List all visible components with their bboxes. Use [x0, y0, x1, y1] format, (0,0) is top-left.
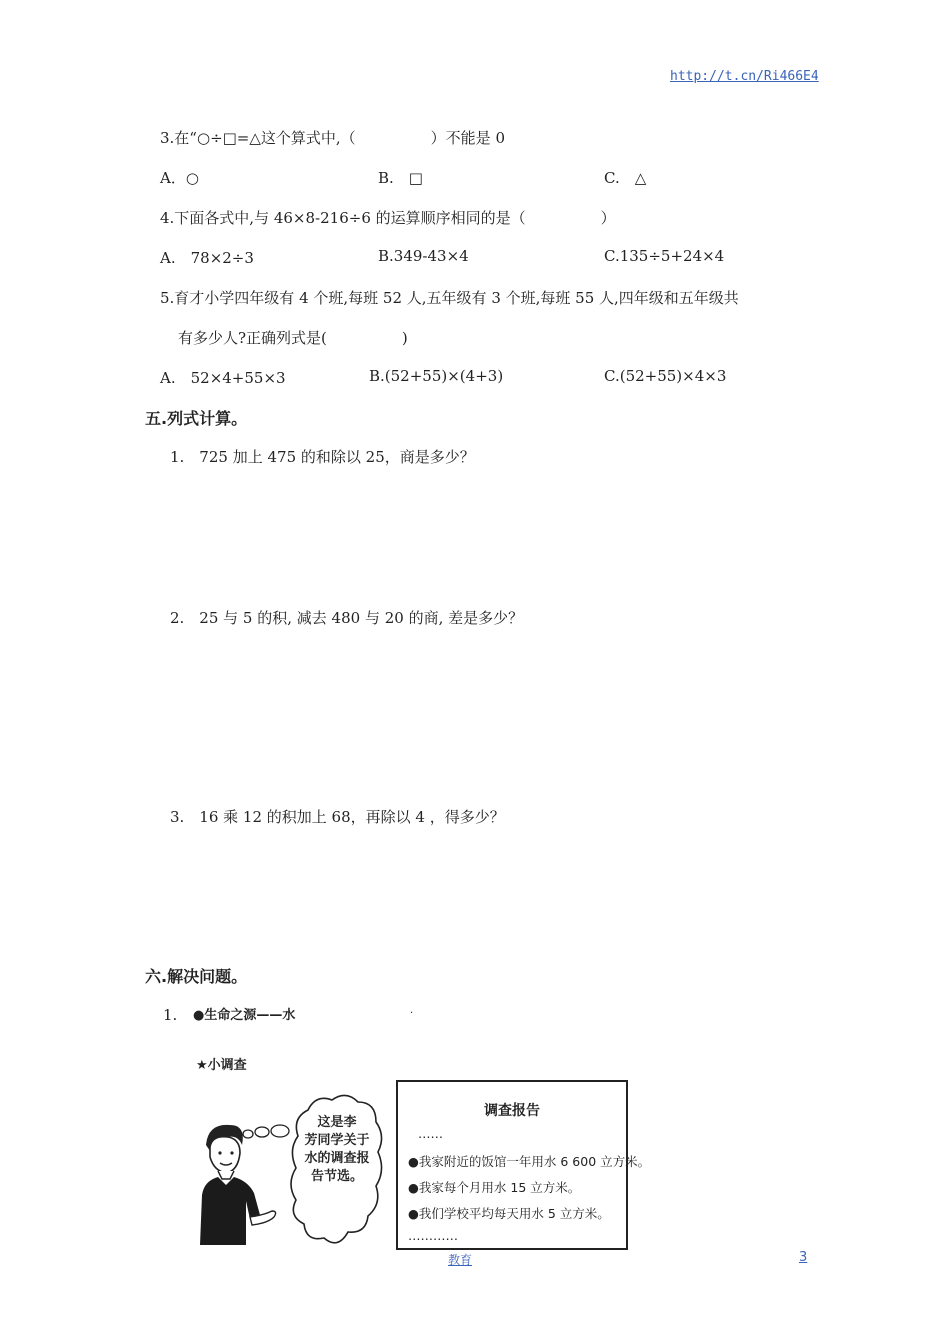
section-5-item-3: 3. 16 乘 12 的积加上 68，再除以 4 ，得多少？ — [170, 808, 505, 826]
report-line-ellipsis-top: …… — [418, 1126, 443, 1141]
question-5-option-b: B.(52+55)×(4+3) — [369, 367, 504, 385]
section-5-item-2: 2. 25 与 5 的积, 减去 480 与 20 的商, 差是多少？ — [170, 609, 524, 627]
stray-dot: · — [410, 1008, 414, 1019]
question-5-text-line1: 5.育才小学四年级有 4 个班,每班 52 人,五年级有 3 个班,每班 55 人,四年级和五年级共 — [160, 289, 739, 307]
section-6-title: 六.解决问题。 — [145, 967, 248, 986]
question-4-option-a: A. 78×2÷3 — [160, 249, 254, 267]
report-line-ellipsis-bottom: ………… — [408, 1228, 458, 1243]
section-6-item-number: 1. — [163, 1006, 178, 1024]
survey-report-box — [396, 1080, 651, 1250]
report-line-restaurant: ●我家附近的饭馆一年用水 6 600 立方米。 — [408, 1154, 651, 1169]
question-5-option-a: A. 52×4+55×3 — [160, 369, 286, 387]
bubble-line-1: 这是李 — [317, 1115, 357, 1130]
section-6-topic: ●生命之源——水 — [193, 1008, 296, 1023]
question-5-option-c: C.(52+55)×4×3 — [604, 367, 727, 385]
question-3-text: 3.在“○÷□=△这个算式中,（ ）不能是 0 — [160, 129, 505, 147]
question-3-option-c: C. △ — [604, 169, 647, 187]
bubble-line-3: 水的调查报 — [304, 1151, 370, 1166]
bubble-line-4: 告节选。 — [310, 1169, 363, 1184]
header-link[interactable]: http://t.cn/Ri466E4 — [670, 69, 819, 84]
section-5-title: 五.列式计算。 — [145, 409, 248, 428]
question-4-text: 4.下面各式中,与 46×8-216÷6 的运算顺序相同的是（ ） — [160, 209, 616, 227]
report-title: 调查报告 — [484, 1103, 540, 1119]
section-6-subtitle: ★小调查 — [196, 1058, 247, 1073]
question-5-text-line2: 有多少人?正确列式是( ) — [178, 329, 408, 347]
question-4-option-b: B.349-43×4 — [378, 247, 469, 265]
report-line-home: ●我家每个月用水 15 立方米。 — [408, 1180, 581, 1195]
bubble-line-2: 芳同学关于 — [304, 1133, 370, 1148]
question-3-option-b: B. □ — [378, 169, 423, 187]
question-3-option-a: A．○ — [160, 169, 199, 187]
footer-center-link[interactable]: 教育 — [448, 1253, 473, 1267]
thought-dots-icon — [240, 1118, 292, 1144]
question-4-option-c: C.135÷5+24×4 — [604, 247, 725, 265]
report-line-school: ●我们学校平均每天用水 5 立方米。 — [408, 1206, 610, 1221]
thought-bubble-text — [288, 1114, 386, 1186]
section-5-item-1: 1. 725 加上 475 的和除以 25，商是多少？ — [170, 448, 475, 466]
page-number: 3 — [799, 1250, 808, 1265]
